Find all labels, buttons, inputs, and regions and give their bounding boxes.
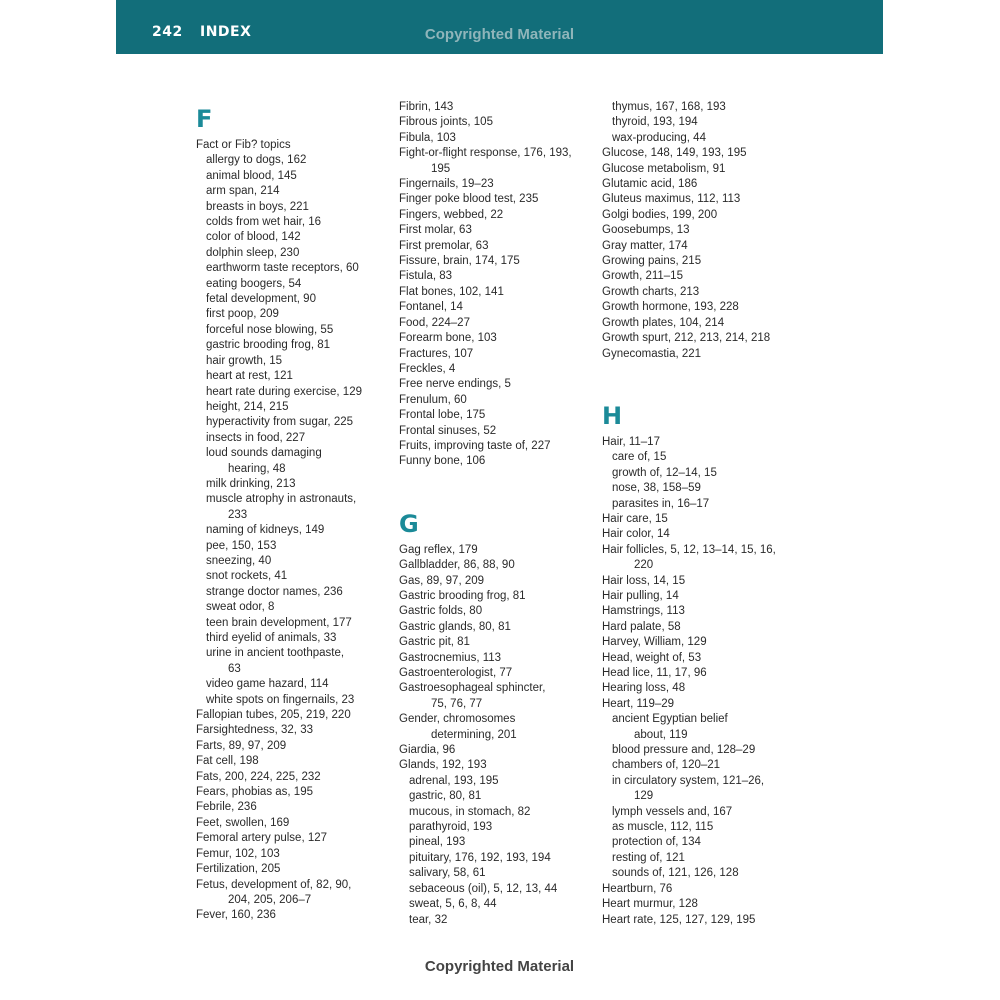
index-entry: Gastrocnemius, 113 (399, 651, 502, 664)
index-subentry: dolphin sleep, 230 (206, 246, 300, 259)
index-entry: Gas, 89, 97, 209 (399, 574, 485, 587)
index-entry: Hair follicles, 5, 12, 13–14, 15, 16, (602, 543, 776, 556)
index-entry: Hamstrings, 113 (602, 605, 685, 618)
index-entry: Fact or Fib? topics (196, 139, 291, 151)
index-entry: Fissure, brain, 174, 175 (399, 255, 520, 268)
index-entry: Gastric glands, 80, 81 (399, 620, 511, 633)
index-subentry: in circulatory system, 121–26, (612, 774, 765, 787)
index-entry: First premolar, 63 (399, 239, 489, 252)
index-entry: Glucose metabolism, 91 (602, 162, 726, 175)
index-entry: Gastric brooding frog, 81 (399, 589, 526, 602)
index-entry: Fats, 200, 224, 225, 232 (196, 770, 321, 783)
index-letter-heading: G (399, 509, 419, 538)
index-entry-continuation: 220 (634, 559, 654, 572)
index-entry: Gray matter, 174 (602, 239, 688, 252)
index-subentry: thymus, 167, 168, 193 (612, 101, 726, 113)
index-entry: Harvey, William, 129 (602, 636, 707, 649)
index-subentry: adrenal, 193, 195 (409, 774, 499, 787)
index-subentry: sweat odor, 8 (206, 601, 275, 614)
index-entry: Fontanel, 14 (399, 301, 463, 314)
section-title: INDEX (200, 24, 252, 40)
index-entry: Gastroenterologist, 77 (399, 667, 513, 679)
index-entry: Freckles, 4 (399, 362, 456, 375)
index-subentry: heart rate during exercise, 129 (206, 385, 362, 398)
index-subentry: as muscle, 112, 115 (612, 821, 714, 834)
index-entry: Fibula, 103 (399, 131, 456, 144)
index-subentry: breasts in boys, 221 (206, 200, 309, 213)
index-entry-continuation: 195 (431, 162, 451, 175)
index-entry: Gastric pit, 81 (399, 636, 470, 649)
index-entry-continuation: about, 119 (634, 728, 688, 741)
index-entry: Growth spurt, 212, 213, 214, 218 (602, 332, 771, 345)
index-entry: Giardia, 96 (399, 744, 456, 757)
section-spacer (602, 362, 802, 397)
index-subentry: lymph vessels and, 167 (612, 805, 733, 818)
index-entry-continuation: 233 (228, 508, 248, 521)
index-subentry: gastric brooding frog, 81 (206, 339, 331, 352)
index-column-1 (196, 100, 396, 924)
index-subentry: ancient Egyptian belief (612, 713, 728, 726)
index-entry: Fertilization, 205 (196, 863, 281, 876)
index-entry: Fibrous joints, 105 (399, 116, 493, 129)
index-entry: Gender, chromosomes (399, 713, 516, 726)
index-entry: Growth charts, 213 (602, 285, 700, 298)
index-entry: Heart, 119–29 (602, 697, 675, 710)
index-entry: Hearing loss, 48 (602, 682, 686, 695)
index-entry: Food, 224–27 (399, 316, 470, 329)
index-subentry: mucous, in stomach, 82 (409, 805, 531, 818)
index-entry: Gastroesophageal sphincter, (399, 682, 546, 695)
index-subentry: heart at rest, 121 (206, 370, 293, 383)
index-entry: Golgi bodies, 199, 200 (602, 208, 718, 221)
index-subentry: third eyelid of animals, 33 (206, 632, 337, 644)
index-subentry: snot rockets, 41 (206, 570, 288, 583)
index-entry: First molar, 63 (399, 224, 472, 237)
index-entry: Glucose, 148, 149, 193, 195 (602, 147, 747, 160)
index-subentry: pituitary, 176, 192, 193, 194 (409, 851, 551, 864)
index-column-3 (602, 100, 802, 928)
index-subentry: arm span, 214 (206, 185, 280, 198)
index-entry: Fibrin, 143 (399, 101, 454, 113)
watermark-top: Copyrighted Material (424, 26, 575, 43)
index-entry: Fever, 160, 236 (196, 909, 276, 922)
index-entry: Head lice, 11, 17, 96 (602, 667, 707, 679)
index-subentry: muscle atrophy in astronauts, (206, 493, 357, 506)
page-header-bar (116, 0, 883, 54)
index-subentry: blood pressure and, 128–29 (612, 744, 756, 757)
index-subentry: salivary, 58, 61 (409, 867, 486, 880)
index-subentry: pineal, 193 (409, 836, 466, 849)
index-column-2 (399, 100, 599, 928)
index-entry: Heartburn, 76 (602, 882, 673, 895)
index-subentry: color of blood, 142 (206, 231, 301, 244)
index-entry: Fallopian tubes, 205, 219, 220 (196, 709, 351, 722)
index-subentry: video game hazard, 114 (206, 678, 329, 691)
index-entry: Gag reflex, 179 (399, 543, 478, 556)
index-subentry: first poop, 209 (206, 308, 279, 321)
index-entry: Glands, 192, 193 (399, 759, 487, 772)
index-entry: Hair pulling, 14 (602, 589, 679, 602)
index-subentry: earthworm taste receptors, 60 (206, 262, 359, 275)
index-subentry: wax-producing, 44 (612, 131, 706, 144)
index-subentry: thyroid, 193, 194 (612, 116, 698, 129)
index-subentry: parasites in, 16–17 (612, 497, 710, 510)
index-subentry: height, 214, 215 (206, 400, 289, 413)
index-entry-continuation: 204, 205, 206–7 (228, 893, 312, 906)
page-number: 242 (152, 24, 183, 40)
index-entry: Heart rate, 125, 127, 129, 195 (602, 913, 756, 926)
index-entry: Fistula, 83 (399, 270, 453, 283)
index-entry: Gastric folds, 80 (399, 605, 483, 618)
index-subentry: milk drinking, 213 (206, 477, 296, 490)
index-entry: Finger poke blood test, 235 (399, 193, 539, 206)
index-entry: Fractures, 107 (399, 347, 474, 360)
index-subentry: urine in ancient toothpaste, (206, 647, 345, 660)
index-subentry: sebaceous (oil), 5, 12, 13, 44 (409, 882, 558, 895)
index-subentry: sounds of, 121, 126, 128 (612, 867, 739, 880)
index-entry: Funny bone, 106 (399, 455, 486, 468)
section-spacer (399, 470, 599, 505)
index-subentry: naming of kidneys, 149 (206, 524, 325, 537)
index-entry: Growth hormone, 193, 228 (602, 301, 739, 314)
index-entry-continuation: 75, 76, 77 (431, 697, 483, 710)
index-entry: Fetus, development of, 82, 90, (196, 878, 352, 891)
index-entry: Hair loss, 14, 15 (602, 574, 686, 587)
index-entry: Hair, 11–17 (602, 435, 660, 448)
index-entry: Gallbladder, 86, 88, 90 (399, 559, 515, 572)
index-entry: Femur, 102, 103 (196, 847, 280, 860)
index-entry-continuation: determining, 201 (431, 728, 517, 741)
index-subentry: chambers of, 120–21 (612, 759, 721, 772)
index-letter-heading: F (196, 105, 213, 133)
index-subentry: animal blood, 145 (206, 169, 297, 182)
index-subentry: hair growth, 15 (206, 354, 283, 367)
index-subentry: care of, 15 (612, 451, 667, 464)
index-subentry: parathyroid, 193 (409, 821, 493, 834)
index-entry: Growth plates, 104, 214 (602, 316, 725, 329)
index-subentry: nose, 38, 158–59 (612, 482, 701, 495)
index-entry: Gluteus maximus, 112, 113 (602, 193, 741, 206)
index-subentry: insects in food, 227 (206, 431, 306, 444)
index-subentry: allergy to dogs, 162 (206, 154, 307, 167)
index-entry: Femoral artery pulse, 127 (196, 832, 328, 845)
index-subentry: resting of, 121 (612, 851, 685, 864)
index-subentry: fetal development, 90 (206, 293, 316, 306)
index-entry: Farsightedness, 32, 33 (196, 724, 313, 737)
index-entry-continuation: hearing, 48 (228, 462, 286, 475)
index-subentry: protection of, 134 (612, 836, 701, 849)
index-entry: Frontal lobe, 175 (399, 409, 486, 422)
index-entry: Farts, 89, 97, 209 (196, 739, 287, 752)
index-entry: Hair color, 14 (602, 528, 670, 541)
index-entry: Flat bones, 102, 141 (399, 285, 504, 298)
index-entry: Hard palate, 58 (602, 620, 681, 633)
index-entry: Fat cell, 198 (196, 755, 259, 768)
index-entry: Fingernails, 19–23 (399, 178, 494, 191)
index-subentry: pee, 150, 153 (206, 539, 277, 552)
index-subentry: gastric, 80, 81 (409, 790, 482, 803)
index-entry: Febrile, 236 (196, 801, 257, 814)
index-subentry: eating boogers, 54 (206, 277, 302, 290)
index-entry: Goosebumps, 13 (602, 224, 690, 237)
index-entry: Forearm bone, 103 (399, 332, 497, 345)
index-subentry: sneezing, 40 (206, 554, 272, 567)
book-page (116, 0, 883, 1000)
index-entry: Growth, 211–15 (602, 270, 683, 283)
index-entry-continuation: 63 (228, 662, 241, 675)
index-entry: Frontal sinuses, 52 (399, 424, 497, 437)
index-entry: Fingers, webbed, 22 (399, 208, 504, 221)
index-subentry: sweat, 5, 6, 8, 44 (409, 898, 497, 911)
index-entry: Growing pains, 215 (602, 255, 702, 268)
index-entry: Feet, swollen, 169 (196, 816, 290, 829)
index-entry: Head, weight of, 53 (602, 651, 702, 664)
watermark-bottom: Copyrighted Material (424, 958, 575, 975)
index-subentry: loud sounds damaging (206, 447, 322, 460)
index-subentry: strange doctor names, 236 (206, 585, 343, 598)
index-letter-heading: H (602, 401, 623, 430)
index-entry-continuation: 129 (634, 790, 654, 803)
index-subentry: tear, 32 (409, 913, 448, 926)
index-subentry: teen brain development, 177 (206, 616, 352, 629)
index-entry: Free nerve endings, 5 (399, 378, 511, 391)
index-subentry: forceful nose blowing, 55 (206, 323, 334, 336)
index-entry: Frenulum, 60 (399, 393, 467, 406)
index-subentry: growth of, 12–14, 15 (612, 466, 717, 479)
index-entry: Gynecomastia, 221 (602, 347, 702, 360)
index-entry: Hair care, 15 (602, 512, 668, 525)
index-entry: Heart murmur, 128 (602, 898, 698, 911)
index-entry: Glutamic acid, 186 (602, 178, 698, 191)
index-subentry: hyperactivity from sugar, 225 (206, 416, 354, 429)
index-entry: Fruits, improving taste of, 227 (399, 439, 551, 452)
index-entry: Fight-or-flight response, 176, 193, (399, 147, 572, 160)
index-entry: Fears, phobias as, 195 (196, 786, 313, 799)
index-subentry: white spots on fingernails, 23 (206, 693, 355, 706)
index-subentry: colds from wet hair, 16 (206, 216, 322, 229)
